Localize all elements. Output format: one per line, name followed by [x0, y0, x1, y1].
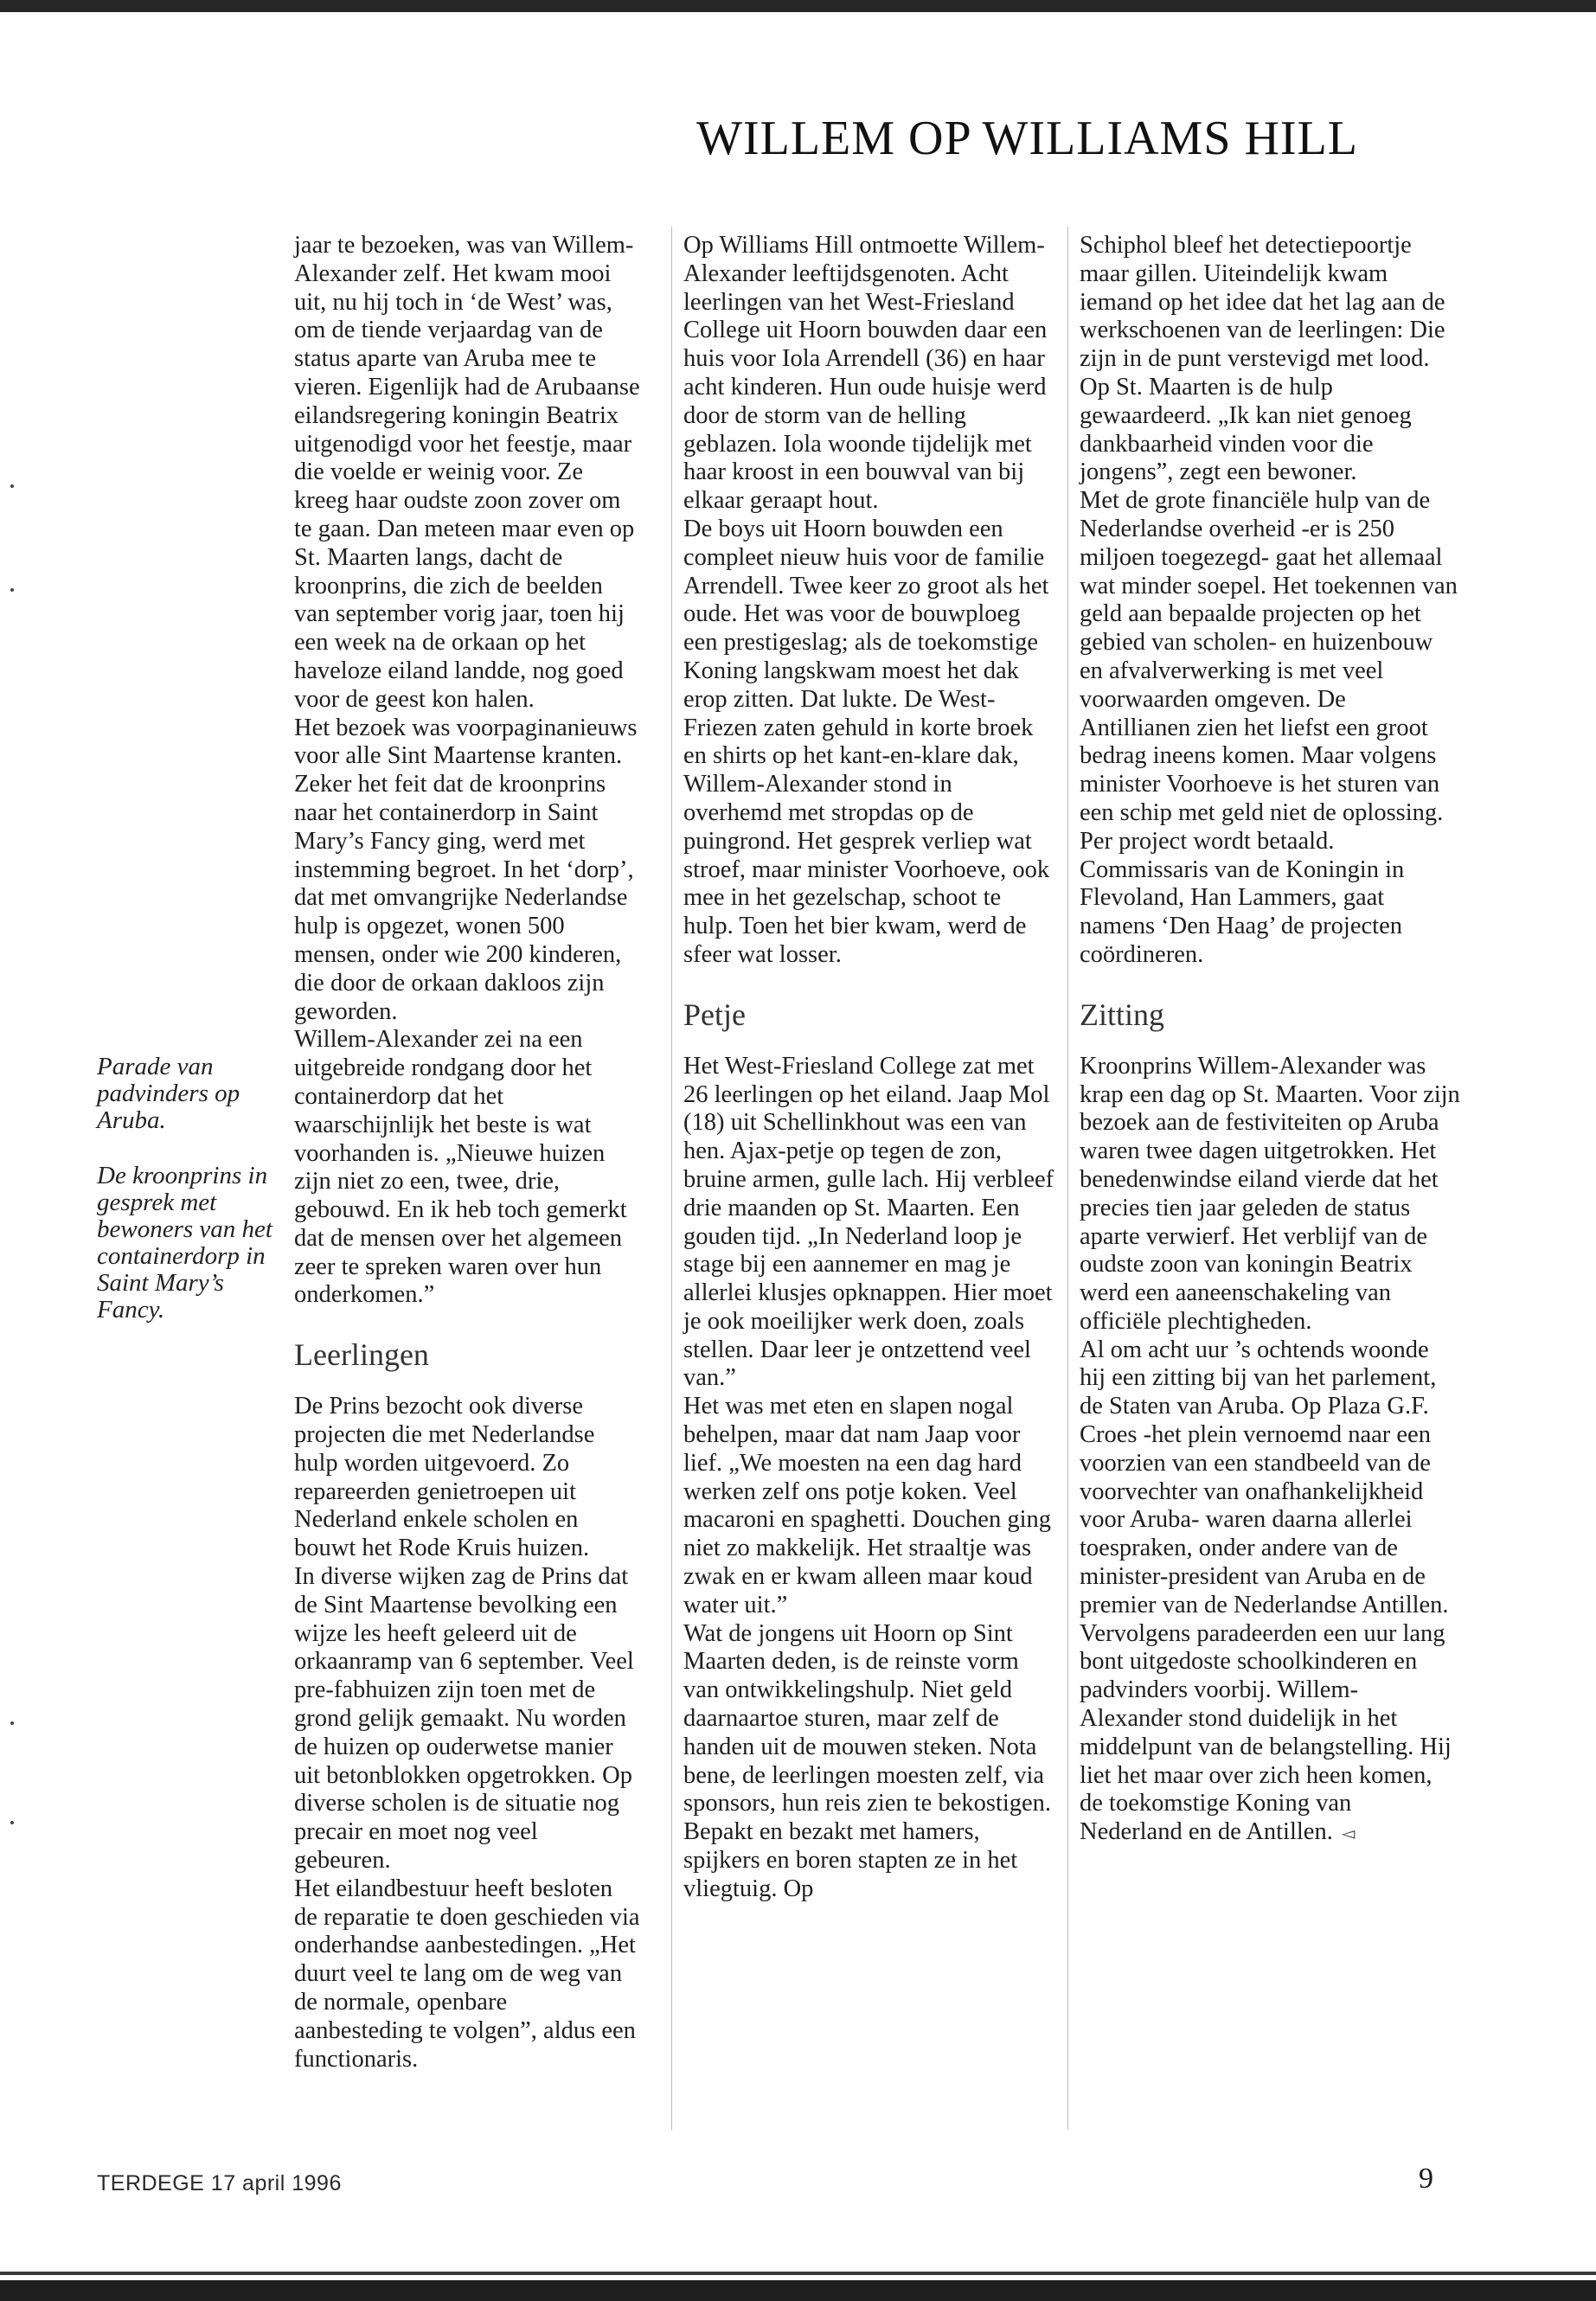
- subheading-zitting: Zitting: [1080, 997, 1164, 1032]
- paragraph: Al om acht uur ’s ochtends woonde hij een zitting bij van het parlement, de Staten van Aruba. Op Plaza G.F. Croes -het plein vernoemd naar een voorzien van een standbeeld van de voorvechter van onafhankelijkheid voor Aruba- waren daarna allerlei toespraken, onder andere van de minister-president van Aruba en de premier van de Nederlandse Antillen.: [1080, 1336, 1449, 1618]
- paragraph: De boys uit Hoorn bouwden een compleet nieuw huis voor de familie Arrendell. Twee keer zo groot als het oude. Het was voor de bouwploeg een prestigeslag; als de toekomstige Koning langskwam moest het dak erop zitten. Dat lukte. De West-Friezen zaten gehuld in korte broek en shirts op het kant-en-klare dak, Willem-Alexander stond in overhemd met stropdas op de puingrond. Het gesprek verliep wat stroef, maar minister Voorhoeve, ook mee in het gezelschap, schoot te hulp. Toen het bier kwam, werd de sfeer wat losser.: [683, 515, 1050, 968]
- caption-parade: Parade van padvinders op Aruba.: [97, 1053, 240, 1134]
- page-number: 9: [1419, 2163, 1433, 2195]
- paragraph: Het West-Friesland College zat met 26 leerlingen op het eiland. Jaap Mol (18) uit Schellinkhout was een van hen. Ajax-petje op tegen de zon, bruine armen, gulle lach. Hij verbleef drie maanden op St. Maarten. Een gouden tijd. „In Nederland loop je stage bij een aannemer en mag je allerlei klusjes opknappen. Hier moet je ook moeilijker werk doen, zoals stellen. Daar leer je ontzettend veel van.”: [683, 1052, 1054, 1392]
- paragraph: De Prins bezocht ook diverse projecten die met Nederlandse hulp worden uitgevoerd. Zo repareerden genietroepen uit Nederland enkele scholen en bouwt het Rode Kruis huizen.: [294, 1393, 595, 1562]
- paragraph: Het bezoek was voorpaginanieuws voor alle Sint Maartense kranten. Zeker het feit dat de kroonprins naar het containerdorp in Saint Mary’s Fancy ging, werd met instemming begroet. In het ‘dorp’, dat met omvangrijke Nederlandse hulp is opgezet, wonen 500 mensen, onder wie 200 kinderen, die door de orkaan dakloos zijn geworden.: [294, 714, 638, 1025]
- footer-publication: TERDEGE 17 april 1996: [97, 2171, 342, 2195]
- paragraph: Schiphol bleef het detectiepoortje maar gillen. Uiteindelijk kwam iemand op het idee dat het lag aan de werkschoenen van de leerlingen: Die zijn in de punt verstevigd met lood. Op St. Maarten is de hulp gewaardeerd. „Ik kan niet genoeg dankbaarheid vinden voor die jongens”, zegt een bewoner.: [1080, 232, 1445, 486]
- subheading-petje: Petje: [683, 997, 746, 1032]
- bottom-rule: [0, 2280, 1596, 2301]
- paragraph: Het was met eten en slapen nogal behelpen, maar dat nam Jaap voor lief. „We moesten na een dag hard werken zelf ons potje koken. Veel macaroni en spaghetti. Douchen ging niet zo makkelijk. Het straaltje was zwak en er kwam alleen maar koud water uit.”: [683, 1393, 1051, 1618]
- paragraph: Wat de jongens uit Hoorn op Sint Maarten deden, is de reinste vorm van ontwikkelingshulp. Niet geld daarnaartoe sturen, maar zelf de handen uit de mouwen steken. Nota bene, de leerlingen moesten zelf, via sponsors, hun reis zien te bekostigen. Bepakt en bezakt met hamers, spijkers en boren stapten ze in het vliegtuig. Op: [683, 1619, 1052, 1902]
- paragraph: Kroonprins Willem-Alexander was krap een dag op St. Maarten. Voor zijn bezoek aan de festiviteiten op Aruba waren twee dagen uitgetrokken. Het benedenwindse eiland vierde dat het precies tien jaar geleden de status aparte verwierf. Het verblijf van de oudste zoon van koningin Beatrix werd een aaneenschakeling van officiële plechtigheden.: [1080, 1052, 1460, 1335]
- article-column-3: [1080, 232, 1460, 1848]
- paragraph: Op Williams Hill ontmoette Willem-Alexander leeftijdsgenoten. Acht leerlingen van het West-Friesland College uit Hoorn bouwden daar een huis voor Iola Arrendell (36) en haar acht kinderen. Hun oude huisje werd door de storm van de helling geblazen. Iola woonde tijdelijk met haar kroost in een bouwval van bij elkaar geraapt hout.: [683, 232, 1048, 515]
- paragraph-text: Vervolgens paradeerden een uur lang bont uitgedoste schoolkinderen en padvinders voorbij. Willem-Alexander stond duidelijk in het middelpunt van de belangstelling. Hij liet het maar over zich heen komen, de toekomstige Koning van Nederland en de Antillen.: [1080, 1619, 1452, 1846]
- photo-captions: [97, 1054, 283, 1352]
- column-divider: [1067, 227, 1068, 2130]
- caption-containerdorp: De kroonprins in gesprek met bewoners van het containerdorp in Saint Mary’s Fancy.: [97, 1162, 272, 1324]
- paragraph-final: [1080, 1620, 1460, 1848]
- paragraph: Met de grote financiële hulp van de Nederlandse overheid -er is 250 miljoen toegezegd- gaat het allemaal wat minder soepel. Het toekennen van geld aan bepaalde projecten op het gebied van scholen- en huizenbouw en afvalverwerking is met veel voorwaarden omgeven. De Antillianen zien het liefst een groot bedrag ineens komen. Maar volgens minister Voorhoeve is het sturen van een schip met geld niet de oplossing. Per project wordt betaald. Commissaris van de Koningin in Flevoland, Han Lammers, gaat namens ‘Den Haag’ de projecten coördineren.: [1080, 487, 1458, 968]
- subheading-leerlingen: Leerlingen: [294, 1337, 429, 1373]
- margin-mark: [10, 1821, 14, 1824]
- bottom-rule: [0, 2272, 1596, 2275]
- margin-mark: [10, 1721, 14, 1725]
- margin-mark: [10, 484, 14, 488]
- top-rule: [0, 0, 1596, 12]
- article-column-1: [294, 232, 640, 2073]
- article-column-2: [683, 232, 1055, 1904]
- paragraph: In diverse wijken zag de Prins dat de Sint Maartense bevolking een wijze les heeft geleerd uit de orkaanramp van 6 september. Veel pre-fabhuizen zijn toen met de grond gelijk gemaakt. Nu worden de huizen op ouderwetse manier uit betonblokken opgetrokken. Op diverse scholen is de situatie nog precair en moet nog veel gebeuren.: [294, 1563, 634, 1875]
- paragraph: jaar te bezoeken, was van Willem-Alexander zelf. Het kwam mooi uit, nu hij toch in ‘de West’ was, om de tiende verjaardag van de status aparte van Aruba mee te vieren. Eigenlijk had de Arubaanse eilandsregering koningin Beatrix uitgenodigd voor het feestje, maar die voelde er weinig voor. Ze kreeg haar oudste zoon zover om te gaan. Dan meteen maar even op St. Maarten langs, dacht de kroonprins, die zich de beelden van september vorig jaar, toen hij een week na de orkaan op het haveloze eiland landde, nog goed voor de geest kon halen.: [294, 232, 640, 713]
- paragraph: Het eilandbestuur heeft besloten de reparatie te doen geschieden via onderhandse aanbestedingen. „Het duurt veel te lang om de weg van de normale, openbare aanbesteding te volgen”, aldus een functionaris.: [294, 1875, 640, 2073]
- paragraph: Willem-Alexander zei na een uitgebreide rondgang door het containerdorp dat het waarschijnlijk het beste is wat voorhanden is. „Nieuwe huizen zijn niet zo een, twee, drie, gebouwd. En ik heb toch gemerkt dat de mensen over het algemeen zeer te spreken waren over hun onderkomen.”: [294, 1026, 627, 1309]
- end-of-article-icon: ◅: [1341, 1823, 1356, 1844]
- margin-mark: [10, 588, 14, 592]
- column-divider: [671, 227, 672, 2130]
- section-title: WILLEM OP WILLIAMS HILL: [696, 112, 1358, 165]
